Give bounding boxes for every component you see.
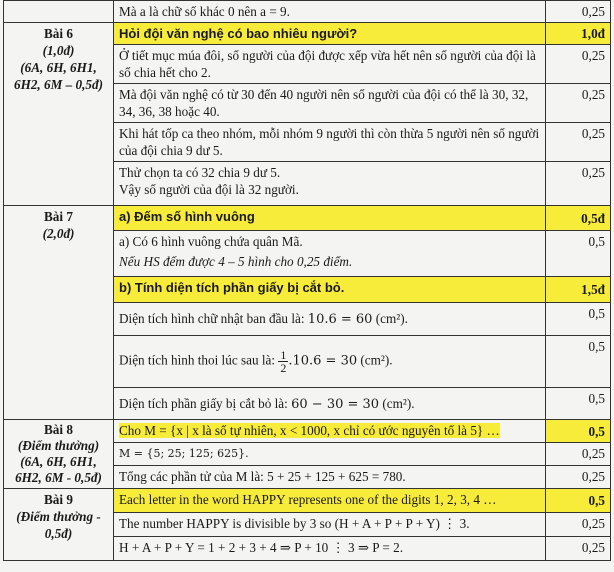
- score-cell: 1,0đ: [546, 23, 611, 45]
- answer-text: [114, 162, 546, 206]
- table-row: [4, 420, 611, 443]
- answer-text: Mà đội văn nghệ có từ 30 đến 40 người nên số người của đội có thể là 30, 32, 34, 36, 38 hoặc 40.: [114, 84, 546, 123]
- problem-title: Bài 9: [44, 492, 73, 507]
- problem-label-bai6: [4, 23, 114, 206]
- answer-text: H + A + P + Y = 1 + 2 + 3 + 4 ⇒ P + 10 ⋮ 3 ⇒ P = 2.: [114, 537, 546, 561]
- answer-text: [114, 336, 546, 388]
- table-row: [4, 23, 611, 45]
- answer-text: [114, 388, 546, 420]
- answer-line: Vậy số người của đội là 32 người.: [119, 182, 299, 197]
- score-cell: 0,25: [546, 1, 611, 23]
- answer-label: Diện tích hình chữ nhật ban đầu là:: [119, 311, 305, 326]
- question-text: Each letter in the word HAPPY represents one of the digits 1, 2, 3, 4 …: [114, 489, 546, 513]
- problem-classes: (6A, 6H, 6H1,: [20, 60, 97, 75]
- score-cell: 0,25: [546, 443, 611, 466]
- answer-text: [114, 303, 546, 336]
- unit-label: (cm²).: [382, 395, 415, 411]
- marking-table: [3, 0, 611, 561]
- score-cell: 0,25: [546, 537, 611, 561]
- empty-label-cell: [4, 1, 114, 23]
- question-text: Hỏi đội văn nghệ có bao nhiêu người?: [114, 23, 546, 45]
- fraction-denominator: 2: [280, 361, 287, 375]
- problem-title: Bài 8: [44, 422, 73, 437]
- table-row: [4, 1, 611, 23]
- problem-label-bai7: [4, 206, 114, 420]
- highlighted-question: Cho M = {x | x là số tự nhiên, x < 1000, x chỉ có ước nguyên tố là 5} …: [119, 423, 500, 438]
- answer-text: [114, 231, 546, 277]
- answer-line: a) Có 6 hình vuông chứa quân Mã.: [119, 234, 303, 249]
- score-cell: 0,5: [546, 231, 611, 277]
- answer-label: Diện tích phần giấy bị cắt bỏ là:: [119, 395, 288, 411]
- answer-line: Thử chọn ta có 32 chia 9 dư 5.: [119, 165, 281, 180]
- problem-classes-cont: 6H2, 6M – 0,5đ): [13, 77, 103, 92]
- score-cell: 0,25: [546, 123, 611, 162]
- score-cell: 0,5: [546, 303, 611, 336]
- score-cell: 0,5: [546, 336, 611, 388]
- problem-title: Bài 7: [44, 209, 73, 224]
- answer-label: Diện tích hình thoi lúc sau là:: [119, 352, 276, 368]
- score-cell: 0,25: [546, 84, 611, 123]
- answer-text: Tổng các phần tử của M là: 5 + 25 + 125 + 625 = 780.: [114, 466, 546, 489]
- score-cell: 0,5: [546, 388, 611, 420]
- grading-note: Nếu HS đếm được 4 – 5 hình cho 0,25 điểm.: [119, 254, 353, 269]
- score-cell: 0,5đ: [546, 206, 611, 231]
- math-expression: .10.6 = 30: [288, 353, 358, 369]
- math-expression: 10.6 = 60: [307, 312, 373, 327]
- fraction-numerator: 1: [280, 348, 287, 362]
- problem-points: (1,0đ): [42, 43, 75, 58]
- problem-title: Bài 6: [44, 26, 73, 41]
- question-text: b) Tính diện tích phần giấy bị cắt bỏ.: [114, 277, 546, 303]
- unit-label: (cm²).: [360, 352, 393, 368]
- score-cell: 0,25: [546, 162, 611, 206]
- score-cell: 0,5: [546, 489, 611, 513]
- fraction: [278, 349, 288, 374]
- problem-bonus: (Điểm thưởng): [17, 438, 100, 453]
- problem-label-bai9: [4, 489, 114, 561]
- problem-classes-cont: 6H2, 6M - 0,5đ): [15, 470, 102, 485]
- score-cell: 0,25: [546, 45, 611, 84]
- score-cell: 0,25: [546, 466, 611, 489]
- math-expression: 60 − 30 = 30: [291, 396, 380, 412]
- score-cell: 0,5: [546, 420, 611, 443]
- table-row: [4, 489, 611, 513]
- answer-text: Mà a là chữ số khác 0 nên a = 9.: [114, 1, 546, 23]
- problem-points: (2,0đ): [42, 226, 75, 241]
- answer-text: Khi hát tốp ca theo nhóm, mỗi nhóm 9 người thì còn thừa 5 người nên số người của đội chia 9 dư 5.: [114, 123, 546, 162]
- score-cell: 0,25: [546, 513, 611, 537]
- problem-bonus: (Điểm thưởng -: [16, 509, 101, 524]
- table-row: [4, 206, 611, 231]
- question-text: [114, 420, 546, 443]
- question-text: a) Đếm số hình vuông: [114, 206, 546, 231]
- answer-text: Ở tiết mục múa đôi, số người của đội được xếp vừa hết nên số người của đội là số chia hết cho 2.: [114, 45, 546, 84]
- score-cell: 1,5đ: [546, 277, 611, 303]
- answer-text: The number HAPPY is divisible by 3 so (H + A + P + P + Y) ⋮ 3.: [114, 513, 546, 537]
- unit-label: (cm²).: [375, 311, 408, 326]
- answer-text: M = {5; 25; 125; 625}.: [114, 443, 546, 466]
- problem-label-bai8: [4, 420, 114, 489]
- problem-bonus-cont: 0,5đ): [44, 526, 73, 541]
- problem-classes: (6A, 6H, 6H1,: [20, 454, 97, 469]
